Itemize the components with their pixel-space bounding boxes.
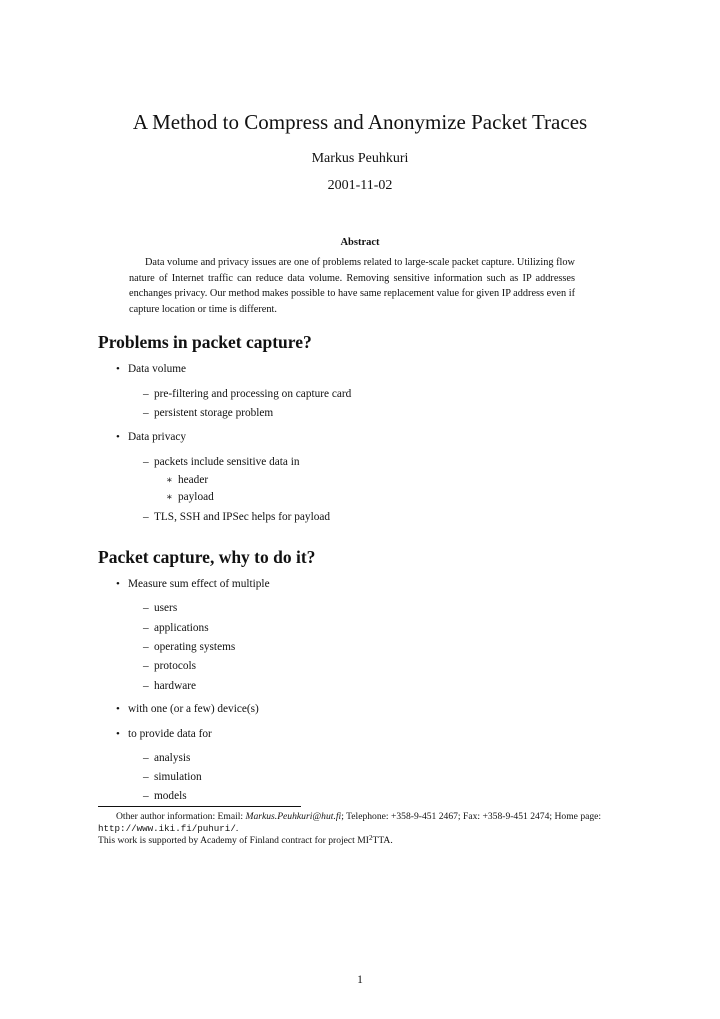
list-item-text: Data privacy	[128, 431, 187, 443]
author-name: Markus Peuhkuri	[311, 151, 409, 166]
list-item-text: persistent storage problem	[154, 407, 274, 419]
list-item-text: to provide data for	[128, 728, 212, 740]
list-item	[143, 510, 330, 525]
list-item-text: operating systems	[154, 641, 236, 653]
list-item	[116, 362, 186, 377]
dash-marker: –	[143, 790, 149, 802]
list-item	[143, 770, 202, 785]
abstract-heading: Abstract	[340, 237, 380, 248]
list-item-text: payload	[178, 491, 214, 503]
list-item	[143, 387, 351, 402]
footnote-author-info	[98, 811, 622, 835]
footnote-support	[98, 835, 622, 847]
dash-marker: –	[143, 622, 149, 634]
list-item-text: packets include sensitive data in	[154, 456, 300, 468]
dash-marker: –	[143, 511, 149, 523]
list-item-text: simulation	[154, 771, 202, 783]
section-heading-problems: Problems in packet capture?	[98, 332, 312, 352]
star-marker: ∗	[166, 492, 173, 503]
list-item	[143, 455, 300, 470]
list-item	[116, 577, 270, 592]
list-item	[166, 473, 208, 488]
bullet-marker: •	[116, 431, 120, 443]
list-item	[143, 640, 235, 655]
list-item-text: models	[154, 790, 187, 802]
dash-marker: –	[143, 680, 149, 692]
section-heading-why: Packet capture, why to do it?	[98, 547, 316, 567]
list-item-text: with one (or a few) device(s)	[128, 703, 259, 715]
list-item	[116, 727, 212, 742]
dash-marker: –	[143, 602, 149, 614]
bullet-marker: •	[116, 363, 120, 375]
dash-marker: –	[143, 641, 149, 653]
list-item	[166, 490, 214, 505]
list-item	[143, 789, 187, 804]
list-item	[143, 659, 196, 674]
list-item-text: header	[178, 474, 209, 486]
list-item-text: Data volume	[128, 363, 187, 375]
list-item	[143, 621, 209, 636]
paper-title: A Method to Compress and Anonymize Packet Traces	[132, 110, 588, 134]
bullet-marker: •	[116, 703, 120, 715]
author-email-link[interactable]: Markus.Peuhkuri@hut.fi	[245, 811, 342, 822]
list-item-text: users	[154, 602, 178, 614]
footnote-text: TTA.	[372, 835, 393, 846]
footnote-text: Other author information: Email:	[116, 811, 246, 822]
list-item-text: TLS, SSH and IPSec helps for payload	[154, 511, 331, 523]
list-item-text: pre-filtering and processing on capture card	[154, 388, 352, 400]
list-item-text: applications	[154, 622, 209, 634]
dash-marker: –	[143, 456, 149, 468]
dash-marker: –	[143, 388, 149, 400]
list-item	[143, 601, 177, 616]
abstract-text: Data volume and privacy issues are one of problems related to large-scale packet capture. Utilizing flow nature of Internet traffic can reduce data volume. Removing sensitive information such as IP addresses enchanges privacy. Our method makes possible to have same replacement value for given IP address even if capture location or time is different.	[129, 257, 575, 315]
dash-marker: –	[143, 660, 149, 672]
bullet-marker: •	[116, 578, 120, 590]
dash-marker: –	[143, 407, 149, 419]
list-item-text: Measure sum effect of multiple	[128, 578, 270, 590]
list-item	[143, 751, 190, 766]
footnote-text: This work is supported by Academy of Finland contract for project MI	[98, 835, 369, 846]
homepage-link[interactable]: http://www.iki.fi/puhuri/	[98, 823, 236, 834]
list-item	[116, 702, 259, 717]
list-item	[143, 406, 273, 421]
dash-marker: –	[143, 771, 149, 783]
list-item-text: protocols	[154, 660, 197, 672]
page-number: 1	[357, 974, 363, 986]
bullet-marker: •	[116, 728, 120, 740]
footnote-text: .	[235, 823, 239, 834]
star-marker: ∗	[166, 475, 173, 486]
list-item	[116, 430, 186, 445]
superscript-2: 2	[368, 834, 373, 842]
dash-marker: –	[143, 752, 149, 764]
list-item-text: analysis	[154, 752, 191, 764]
list-item-text: hardware	[154, 680, 197, 692]
footnote-text: ; Telephone: +358-9-451 2467; Fax: +358-9-451 2474; Home page:	[341, 811, 602, 822]
paper-date: 2001-11-02	[327, 178, 393, 193]
list-item	[143, 679, 196, 694]
footnote-rule	[98, 806, 301, 807]
